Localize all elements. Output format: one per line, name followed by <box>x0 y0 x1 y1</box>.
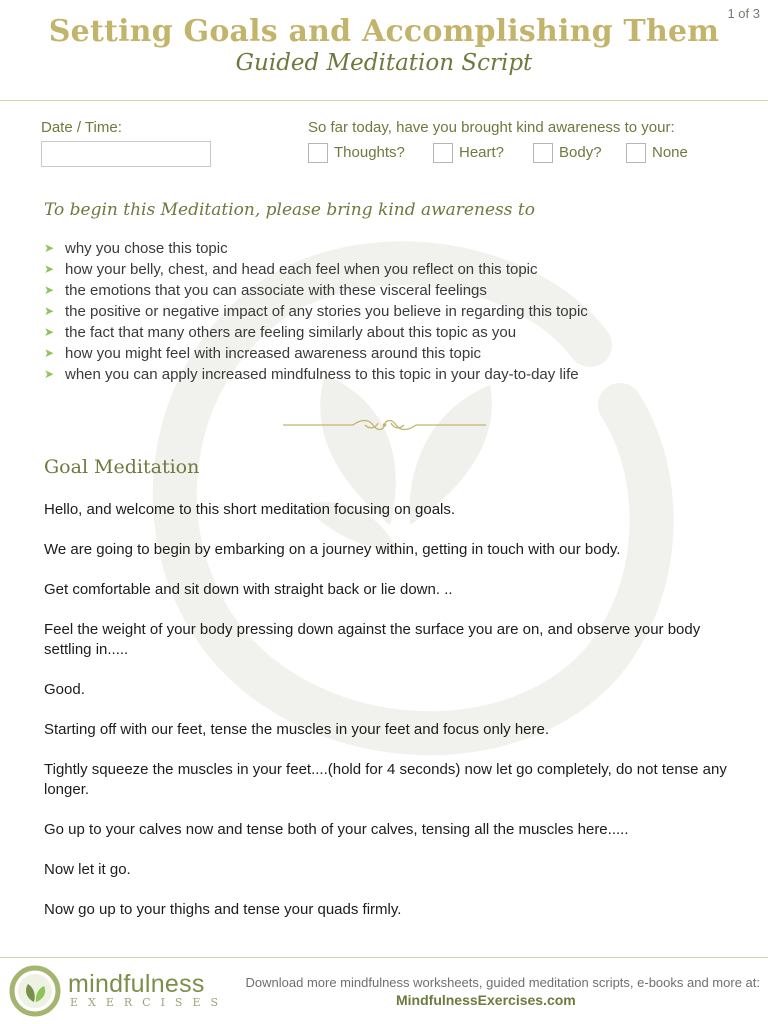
date-time-label: Date / Time: <box>41 119 122 136</box>
script-paragraph: Good. <box>44 681 85 698</box>
mindfulness-logo-icon <box>8 964 62 1018</box>
list-item-text: why you chose this topic <box>65 240 228 257</box>
list-item-text: how your belly, chest, and head each feel when you reflect on this topic <box>65 261 538 278</box>
awareness-question: So far today, have you brought kind awareness to your: <box>308 119 675 136</box>
list-item-text: the positive or negative impact of any stories you believe in regarding this topic <box>65 303 588 320</box>
heart-checkbox[interactable] <box>433 143 453 163</box>
list-item-text: the fact that many others are feeling similarly about this topic as you <box>65 324 517 341</box>
list-item <box>44 259 588 280</box>
script-paragraph: Get comfortable and sit down with straight back or lie down. .. <box>44 581 453 598</box>
footer-divider <box>0 957 768 958</box>
script-paragraph: Now let it go. <box>44 861 131 878</box>
none-checkbox[interactable] <box>626 143 646 163</box>
page-number: 1 of 3 <box>727 6 760 21</box>
list-item-text: the emotions that you can associate with these visceral feelings <box>65 282 487 299</box>
bullet-arrow-icon: ➤ <box>44 262 55 276</box>
script-paragraph: Go up to your calves now and tense both of your calves, tensing all the muscles here..... <box>44 821 629 838</box>
bullet-arrow-icon: ➤ <box>44 346 55 360</box>
heart-checkbox-label: Heart? <box>459 144 505 161</box>
body-checkbox-label: Body? <box>559 144 602 161</box>
list-item <box>44 238 588 259</box>
footer-website-link[interactable]: MindfulnessExercises.com <box>396 992 576 1008</box>
script-paragraph: We are going to begin by embarking on a journey within, getting in touch with our body. <box>44 541 621 558</box>
list-item <box>44 343 588 364</box>
footer-text: Download more mindfulness worksheets, guided meditation scripts, e-books and more at: <box>245 975 760 990</box>
body-checkbox[interactable] <box>533 143 553 163</box>
logo-wordmark: mindfulness <box>68 970 205 998</box>
bullet-arrow-icon: ➤ <box>44 304 55 318</box>
list-item <box>44 364 588 385</box>
bullet-arrow-icon: ➤ <box>44 283 55 297</box>
script-paragraph: Tightly squeeze the muscles in your feet....(hold for 4 seconds) now let go completely, do not tense any longer. <box>44 761 727 798</box>
script-paragraph: Starting off with our feet, tense the muscles in your feet and focus only here. <box>44 721 550 738</box>
intro-heading: To begin this Meditation, please bring kind awareness to <box>44 200 535 220</box>
list-item <box>44 322 588 343</box>
header-divider <box>0 100 768 101</box>
page-subtitle: Guided Meditation Script <box>235 50 533 76</box>
bullet-arrow-icon: ➤ <box>44 241 55 255</box>
thoughts-checkbox-label: Thoughts? <box>334 144 405 161</box>
awareness-bullet-list <box>44 238 588 385</box>
section-heading: Goal Meditation <box>44 456 200 478</box>
ornament-divider <box>283 417 486 433</box>
none-checkbox-label: None <box>652 144 688 161</box>
page-title: Setting Goals and Accomplishing Them <box>48 14 720 49</box>
bullet-arrow-icon: ➤ <box>44 325 55 339</box>
meditation-script <box>44 500 734 940</box>
list-item <box>44 301 588 322</box>
script-paragraph: Hello, and welcome to this short meditation focusing on goals. <box>44 501 456 518</box>
bullet-arrow-icon: ➤ <box>44 367 55 381</box>
script-paragraph: Feel the weight of your body pressing down against the surface you are on, and observe your body settling in..... <box>44 621 701 658</box>
date-time-field[interactable] <box>41 141 211 167</box>
list-item <box>44 280 588 301</box>
list-item-text: when you can apply increased mindfulness to this topic in your day-to-day life <box>65 366 579 383</box>
thoughts-checkbox[interactable] <box>308 143 328 163</box>
script-paragraph: Now go up to your thighs and tense your quads firmly. <box>44 901 402 918</box>
logo-subtext: EXERCISES <box>70 996 229 1009</box>
list-item-text: how you might feel with increased awareness around this topic <box>65 345 482 362</box>
